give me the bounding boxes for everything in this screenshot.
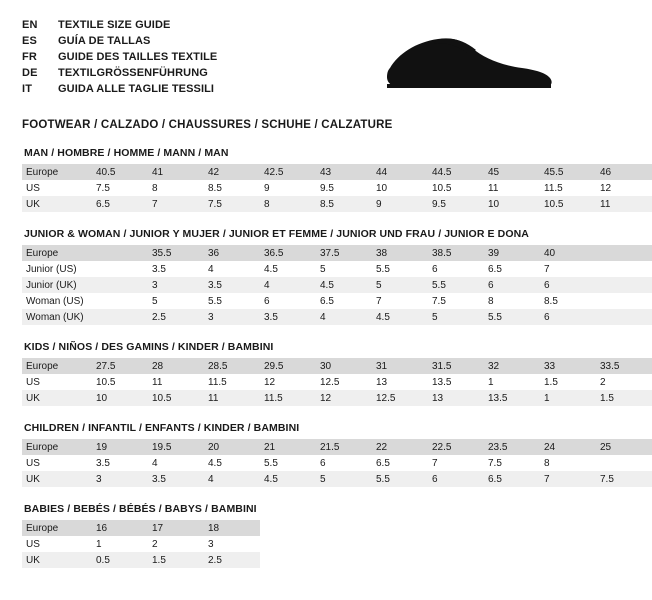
cell: 10 bbox=[372, 180, 428, 196]
cell: 40.5 bbox=[92, 164, 148, 180]
cell: 5.5 bbox=[428, 277, 484, 293]
language-title: TEXTILGRÖSSENFÜHRUNG bbox=[58, 67, 208, 79]
cell: 23.5 bbox=[484, 439, 540, 455]
cell: 28 bbox=[148, 358, 204, 374]
cell: 7.5 bbox=[204, 196, 260, 212]
cell: 46 bbox=[596, 164, 652, 180]
cell: 36 bbox=[204, 245, 260, 261]
language-row bbox=[22, 82, 217, 97]
cell: 3.5 bbox=[148, 261, 204, 277]
cell: 10.5 bbox=[428, 180, 484, 196]
cell: 11 bbox=[204, 390, 260, 406]
table-row bbox=[22, 261, 652, 277]
cell: 6.5 bbox=[484, 261, 540, 277]
cell: 7 bbox=[540, 261, 596, 277]
cell: 3 bbox=[92, 471, 148, 487]
cell: 12 bbox=[316, 390, 372, 406]
cell: 6 bbox=[316, 455, 372, 471]
cell bbox=[596, 309, 652, 325]
table-row bbox=[22, 455, 652, 471]
cell: 4 bbox=[260, 277, 316, 293]
language-title: GUÍA DE TALLAS bbox=[58, 35, 151, 47]
table-row bbox=[22, 520, 260, 536]
row-label: US bbox=[22, 455, 92, 471]
cell: 5 bbox=[316, 261, 372, 277]
section-title: BABIES / BEBÉS / BÉBÉS / BABYS / BAMBINI bbox=[24, 503, 257, 515]
cell bbox=[92, 293, 148, 309]
cell: 38.5 bbox=[428, 245, 484, 261]
cell: 44 bbox=[372, 164, 428, 180]
cell: 7.5 bbox=[92, 180, 148, 196]
cell: 1.5 bbox=[148, 552, 204, 568]
cell: 9 bbox=[260, 180, 316, 196]
table-row bbox=[22, 390, 652, 406]
cell: 35.5 bbox=[148, 245, 204, 261]
section-title: CHILDREN / INFANTIL / ENFANTS / KINDER / BAMBINI bbox=[24, 422, 300, 434]
cell: 36.5 bbox=[260, 245, 316, 261]
row-label: US bbox=[22, 180, 92, 196]
cell: 2.5 bbox=[148, 309, 204, 325]
cell: 8 bbox=[260, 196, 316, 212]
cell: 5 bbox=[372, 277, 428, 293]
cell: 12.5 bbox=[316, 374, 372, 390]
cell: 9.5 bbox=[428, 196, 484, 212]
cell: 3.5 bbox=[92, 455, 148, 471]
table-row bbox=[22, 358, 652, 374]
cell: 4 bbox=[148, 455, 204, 471]
section-babies bbox=[22, 503, 578, 568]
cell: 3.5 bbox=[204, 277, 260, 293]
row-label: US bbox=[22, 536, 92, 552]
cell bbox=[92, 277, 148, 293]
size-table-kids bbox=[22, 358, 652, 406]
cell: 5.5 bbox=[260, 455, 316, 471]
cell: 5.5 bbox=[372, 261, 428, 277]
cell: 8 bbox=[540, 455, 596, 471]
language-title: TEXTILE SIZE GUIDE bbox=[58, 19, 171, 31]
cell: 7.5 bbox=[484, 455, 540, 471]
cell: 42.5 bbox=[260, 164, 316, 180]
section-kids bbox=[22, 341, 620, 406]
cell: 13.5 bbox=[484, 390, 540, 406]
language-row bbox=[22, 18, 217, 33]
cell: 6.5 bbox=[372, 455, 428, 471]
cell: 17 bbox=[148, 520, 204, 536]
cell: 1.5 bbox=[540, 374, 596, 390]
cell: 6 bbox=[260, 293, 316, 309]
cell: 7 bbox=[372, 293, 428, 309]
cell: 7 bbox=[540, 471, 596, 487]
row-label: Europe bbox=[22, 164, 92, 180]
language-title-list bbox=[22, 18, 217, 97]
row-label: Junior (US) bbox=[22, 261, 92, 277]
cell: 2 bbox=[148, 536, 204, 552]
cell: 41 bbox=[148, 164, 204, 180]
cell: 42 bbox=[204, 164, 260, 180]
cell: 1 bbox=[540, 390, 596, 406]
cell: 6.5 bbox=[484, 471, 540, 487]
dress-shoe-icon bbox=[376, 28, 556, 103]
cell: 8 bbox=[484, 293, 540, 309]
cell: 19 bbox=[92, 439, 148, 455]
cell: 8 bbox=[148, 180, 204, 196]
cell bbox=[596, 261, 652, 277]
cell bbox=[596, 277, 652, 293]
cell: 8.5 bbox=[204, 180, 260, 196]
language-title: GUIDA ALLE TAGLIE TESSILI bbox=[58, 83, 215, 95]
language-code: ES bbox=[22, 35, 38, 47]
cell: 4.5 bbox=[372, 309, 428, 325]
row-label: Europe bbox=[22, 439, 92, 455]
row-label: Woman (US) bbox=[22, 293, 92, 309]
cell: 5 bbox=[428, 309, 484, 325]
cell: 11 bbox=[484, 180, 540, 196]
cell: 43 bbox=[316, 164, 372, 180]
cell: 31 bbox=[372, 358, 428, 374]
table-row bbox=[22, 196, 652, 212]
cell: 3.5 bbox=[260, 309, 316, 325]
cell: 6 bbox=[428, 261, 484, 277]
row-label: UK bbox=[22, 471, 92, 487]
cell: 6 bbox=[540, 309, 596, 325]
table-row bbox=[22, 536, 260, 552]
cell: 45.5 bbox=[540, 164, 596, 180]
cell: 29.5 bbox=[260, 358, 316, 374]
row-label: Junior (UK) bbox=[22, 277, 92, 293]
cell: 13 bbox=[372, 374, 428, 390]
row-label: UK bbox=[22, 196, 92, 212]
cell: 7.5 bbox=[596, 471, 652, 487]
cell: 22.5 bbox=[428, 439, 484, 455]
cell: 3.5 bbox=[148, 471, 204, 487]
cell: 37.5 bbox=[316, 245, 372, 261]
cell: 7 bbox=[428, 455, 484, 471]
cell: 2.5 bbox=[204, 552, 260, 568]
cell: 45 bbox=[484, 164, 540, 180]
cell: 8.5 bbox=[316, 196, 372, 212]
cell bbox=[92, 245, 148, 261]
cell bbox=[596, 293, 652, 309]
cell: 22 bbox=[372, 439, 428, 455]
cell: 39 bbox=[484, 245, 540, 261]
row-label: Europe bbox=[22, 245, 92, 261]
cell: 9 bbox=[372, 196, 428, 212]
cell: 5 bbox=[148, 293, 204, 309]
cell: 10 bbox=[484, 196, 540, 212]
cell: 3 bbox=[204, 536, 260, 552]
cell: 5.5 bbox=[484, 309, 540, 325]
cell: 4.5 bbox=[316, 277, 372, 293]
cell: 6 bbox=[428, 471, 484, 487]
language-row bbox=[22, 34, 217, 49]
cell: 27.5 bbox=[92, 358, 148, 374]
table-row bbox=[22, 293, 652, 309]
section-children bbox=[22, 422, 614, 487]
table-row bbox=[22, 552, 260, 568]
language-title: GUIDE DES TAILLES TEXTILE bbox=[58, 51, 218, 63]
cell: 30 bbox=[316, 358, 372, 374]
cell: 4 bbox=[316, 309, 372, 325]
cell: 8.5 bbox=[540, 293, 596, 309]
table-row bbox=[22, 471, 652, 487]
cell: 10.5 bbox=[148, 390, 204, 406]
cell: 7 bbox=[148, 196, 204, 212]
cell: 33.5 bbox=[596, 358, 652, 374]
footwear-category-heading: FOOTWEAR / CALZADO / CHAUSSURES / SCHUHE / CALZATURE bbox=[22, 119, 393, 131]
cell: 11.5 bbox=[204, 374, 260, 390]
cell: 5.5 bbox=[372, 471, 428, 487]
cell bbox=[92, 309, 148, 325]
cell: 12.5 bbox=[372, 390, 428, 406]
cell: 4 bbox=[204, 471, 260, 487]
section-junior-woman bbox=[22, 228, 578, 325]
cell: 1 bbox=[484, 374, 540, 390]
cell bbox=[596, 245, 652, 261]
cell: 24 bbox=[540, 439, 596, 455]
cell: 21.5 bbox=[316, 439, 372, 455]
cell: 10.5 bbox=[540, 196, 596, 212]
section-title: KIDS / NIÑOS / DES GAMINS / KINDER / BAMBINI bbox=[24, 341, 274, 353]
cell: 13.5 bbox=[428, 374, 484, 390]
cell: 0.5 bbox=[92, 552, 148, 568]
section-title: MAN / HOMBRE / HOMME / MANN / MAN bbox=[24, 147, 229, 159]
section-title: JUNIOR & WOMAN / JUNIOR Y MUJER / JUNIOR ET FEMME / JUNIOR UND FRAU / JUNIOR E DONA bbox=[24, 228, 529, 240]
cell: 3 bbox=[204, 309, 260, 325]
size-table-children bbox=[22, 439, 652, 487]
row-label: US bbox=[22, 374, 92, 390]
row-label: Woman (UK) bbox=[22, 309, 92, 325]
cell: 6.5 bbox=[92, 196, 148, 212]
cell: 4 bbox=[204, 261, 260, 277]
cell: 28.5 bbox=[204, 358, 260, 374]
cell: 33 bbox=[540, 358, 596, 374]
cell: 11.5 bbox=[540, 180, 596, 196]
language-code: FR bbox=[22, 51, 38, 63]
cell: 16 bbox=[92, 520, 148, 536]
cell: 18 bbox=[204, 520, 260, 536]
cell: 38 bbox=[372, 245, 428, 261]
cell: 32 bbox=[484, 358, 540, 374]
cell: 40 bbox=[540, 245, 596, 261]
cell: 4.5 bbox=[204, 455, 260, 471]
cell bbox=[596, 455, 652, 471]
table-row bbox=[22, 374, 652, 390]
table-row bbox=[22, 180, 652, 196]
table-row bbox=[22, 164, 652, 180]
language-code: EN bbox=[22, 19, 38, 31]
cell: 31.5 bbox=[428, 358, 484, 374]
document-header bbox=[22, 18, 578, 103]
language-code: DE bbox=[22, 67, 38, 79]
language-row bbox=[22, 66, 217, 81]
cell: 5 bbox=[316, 471, 372, 487]
cell: 9.5 bbox=[316, 180, 372, 196]
cell: 2 bbox=[596, 374, 652, 390]
cell: 4.5 bbox=[260, 261, 316, 277]
row-label: UK bbox=[22, 390, 92, 406]
cell: 11 bbox=[596, 196, 652, 212]
table-row bbox=[22, 439, 652, 455]
cell: 20 bbox=[204, 439, 260, 455]
language-row bbox=[22, 50, 217, 65]
cell: 10 bbox=[92, 390, 148, 406]
table-row bbox=[22, 309, 652, 325]
table-row bbox=[22, 245, 652, 261]
cell: 21 bbox=[260, 439, 316, 455]
row-label: UK bbox=[22, 552, 92, 568]
row-label: Europe bbox=[22, 520, 92, 536]
cell: 6 bbox=[484, 277, 540, 293]
cell: 25 bbox=[596, 439, 652, 455]
cell: 11 bbox=[148, 374, 204, 390]
cell: 10.5 bbox=[92, 374, 148, 390]
section-man bbox=[22, 147, 612, 212]
cell: 7.5 bbox=[428, 293, 484, 309]
cell: 1.5 bbox=[596, 390, 652, 406]
cell: 1 bbox=[92, 536, 148, 552]
language-code: IT bbox=[22, 83, 33, 95]
table-row bbox=[22, 277, 652, 293]
cell: 3 bbox=[148, 277, 204, 293]
cell: 12 bbox=[596, 180, 652, 196]
cell: 19.5 bbox=[148, 439, 204, 455]
size-table-man bbox=[22, 164, 652, 212]
cell: 13 bbox=[428, 390, 484, 406]
cell: 12 bbox=[260, 374, 316, 390]
cell: 5.5 bbox=[204, 293, 260, 309]
cell bbox=[92, 261, 148, 277]
size-table-babies bbox=[22, 520, 260, 568]
row-label: Europe bbox=[22, 358, 92, 374]
size-table-junior-woman bbox=[22, 245, 652, 325]
cell: 4.5 bbox=[260, 471, 316, 487]
cell: 11.5 bbox=[260, 390, 316, 406]
cell: 44.5 bbox=[428, 164, 484, 180]
cell: 6.5 bbox=[316, 293, 372, 309]
cell: 6 bbox=[540, 277, 596, 293]
